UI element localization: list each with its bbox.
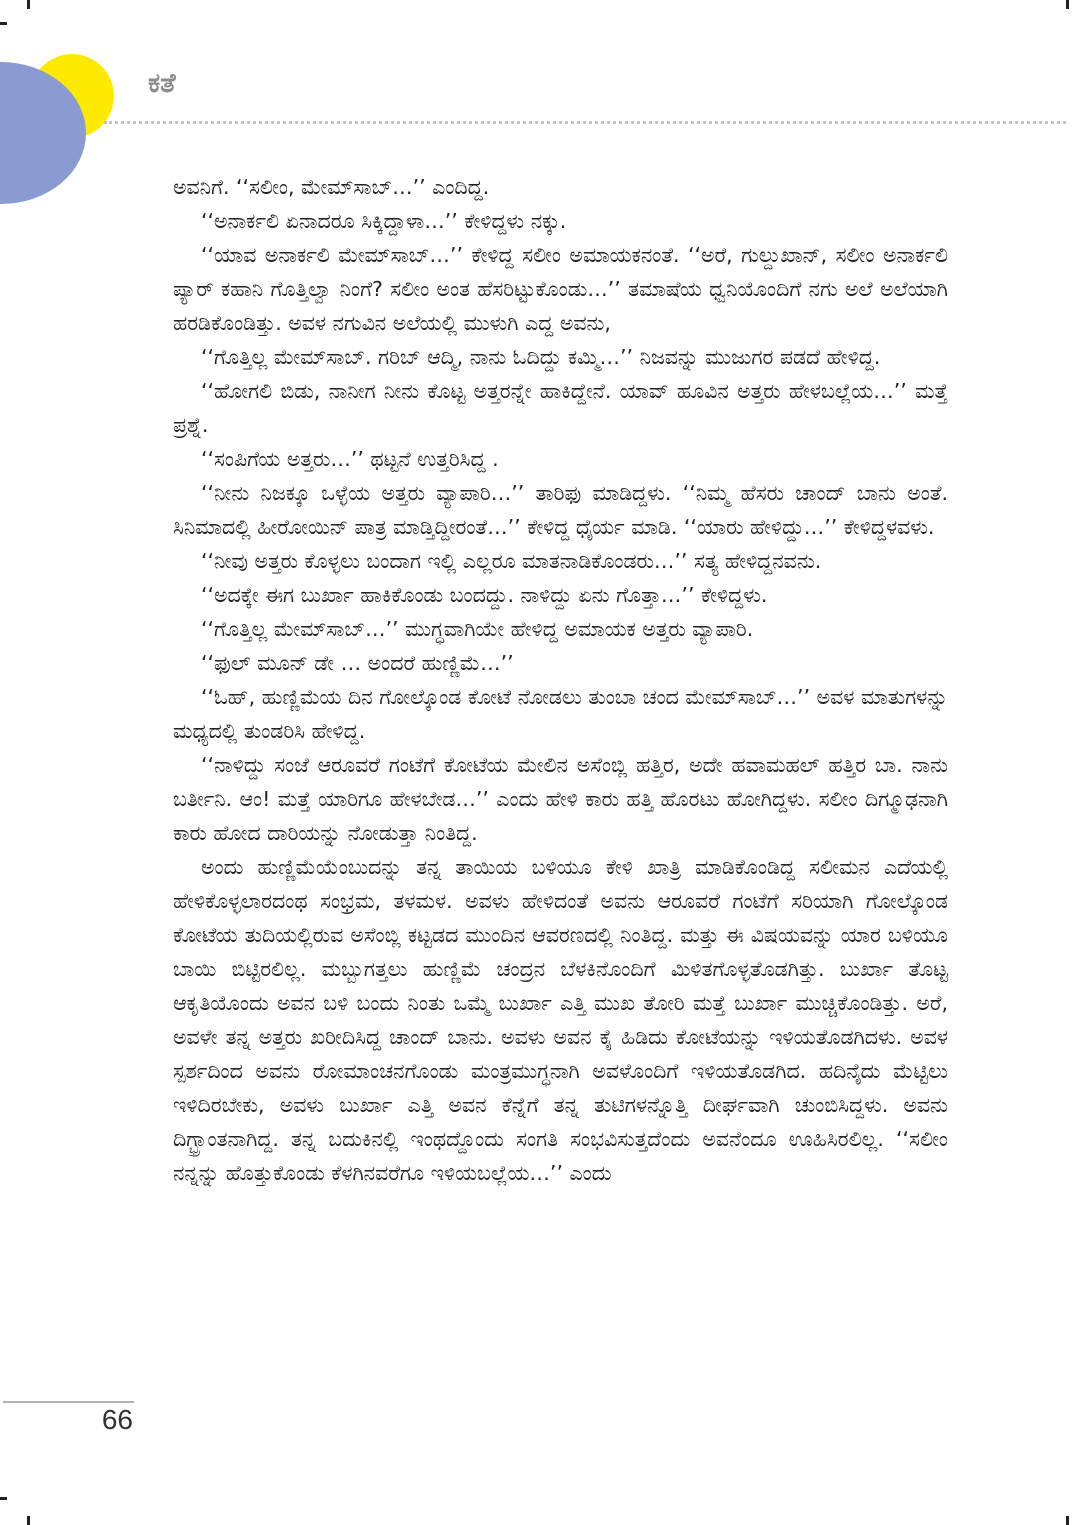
paragraph: ‘‘ಗೊತ್ತಿಲ್ಲ ಮೇಮ್‌ಸಾಬ್…’’ ಮುಗ್ಧವಾಗಿಯೇ ಹೇಳಿದ್ದ ಅಮಾಯಕ ಅತ್ತರು ವ್ಯಾಪಾರಿ. [201,617,754,641]
story-body [173,170,948,1190]
paragraph: ‘‘ಅದಕ್ಕೇ ಈಗ ಬುರ್ಖಾ ಹಾಕಿಕೊಂಡು ಬಂದದ್ದು. ನಾಳಿದ್ದು ಏನು ಗೊತ್ತಾ…’’ ಕೇಳಿದ್ದಳು. [201,583,768,607]
crop-mark-bottom-left-v [27,1516,30,1525]
paragraph: ‘‘ಹೋಗಲಿ ಬಿಡು, ನಾನೀಗ ನೀನು ಕೊಟ್ಟ ಅತ್ತರನ್ನೇ ಹಾಕಿದ್ದೇನೆ. ಯಾವ್ ಹೂವಿನ ಅತ್ತರು ಹೇಳಬಲ್ಲೆಯ…’’ ಮತ್ತೆ ಪ್ರಶ್ನೆ. [173,379,948,437]
crop-mark-bottom-left-h [0,1497,7,1500]
paragraph: ‘‘ಅನಾರ್ಕಲಿ ಏನಾದರೂ ಸಿಕ್ಕಿದ್ದಾಳಾ…’’ ಕೇಳಿದ್ದಳು ನಕ್ಕು. [201,209,567,233]
paragraph: ‘‘ಗೊತ್ತಿಲ್ಲ ಮೇಮ್‌ಸಾಬ್. ಗರಿಬ್ ಆದ್ಮಿ, ನಾನು ಓದಿದ್ದು ಕಮ್ಮಿ…’’ ನಿಜವನ್ನು ಮುಜುಗರ ಪಡದೆ ಹೇಳಿದ್ದ. [201,345,881,369]
page-number: 66 [101,1404,133,1435]
crop-mark-top-right-v [1066,0,1069,9]
paragraph: ‘‘ಯಾವ ಅನಾರ್ಕಲಿ ಮೇಮ್‌ಸಾಬ್…’’ ಕೇಳಿದ್ದ ಸಲೀಂ ಅಮಾಯಕನಂತೆ. ‘‘ಅರೆ, ಗುಲ್ದುಖಾನ್, ಸಲೀಂ ಅನಾರ್ಕಲಿ ಪ್ಯಾರ್ ಕಹಾನಿ ಗೊತ್ತಿಲ್ವಾ ನಿಂಗೆ? ಸಲೀಂ ಅಂತ ಹೆಸರಿಟ್ಟುಕೊಂಡು…’’ ತಮಾಷೆಯ ಧ್ವನಿಯೊಂದಿಗೆ ನಗು ಅಲೆ ಅಲೆಯಾಗಿ ಹರಡಿಕೊಂಡಿತ್ತು. ಅವಳ ನಗುವಿನ ಅಲೆಯಲ್ಲಿ ಮುಳುಗಿ ಎದ್ದ ಅವನು, [173,243,948,335]
paragraph: ‘‘ಓಹ್, ಹುಣ್ಣಿಮೆಯ ದಿನ ಗೋಲ್ಕೊಂಡ ಕೋಟೆ ನೋಡಲು ತುಂಬಾ ಚಂದ ಮೇಮ್‌ಸಾಬ್…’’ ಅವಳ ಮಾತುಗಳನ್ನು ಮಧ್ಯದಲ್ಲಿ ತುಂಡರಿಸಿ ಹೇಳಿದ್ದ. [173,685,948,743]
paragraph: ‘‘ಫುಲ್ ಮೂನ್ ಡೇ … ಅಂದರೆ ಹುಣ್ಣಿಮೆ…’’ [201,651,514,675]
crop-mark-bottom-right-v [1066,1516,1069,1525]
paragraph: ‘‘ನೀನು ನಿಜಕ್ಕೂ ಒಳ್ಳೆಯ ಅತ್ತರು ವ್ಯಾಪಾರಿ…’’ ತಾರಿಫು ಮಾಡಿದ್ದಳು. ‘‘ನಿಮ್ಮ ಹೆಸರು ಚಾಂದ್ ಬಾನು ಅಂತೆ. ಸಿನಿಮಾದಲ್ಲಿ ಹೀರೋಯಿನ್ ಪಾತ್ರ ಮಾಡ್ತಿದ್ದೀರಂತೆ…’’ ಕೇಳಿದ್ದ ಧೈರ್ಯ ಮಾಡಿ. ‘‘ಯಾರು ಹೇಳಿದ್ದು…’’ ಕೇಳಿದ್ದಳವಳು. [173,481,948,539]
paragraph: ಅವನಿಗೆ. ‘‘ಸಲೀಂ, ಮೇಮ್‌ಸಾಬ್…’’ ಎಂದಿದ್ದ. [173,175,490,199]
paragraph: ಅಂದು ಹುಣ್ಣಿಮೆಯೆಂಬುದನ್ನು ತನ್ನ ತಾಯಿಯ ಬಳಿಯೂ ಕೇಳಿ ಖಾತ್ರಿ ಮಾಡಿಕೊಂಡಿದ್ದ ಸಲೀಮನ ಎದೆಯಲ್ಲಿ ಹೇಳಿಕೊಳ್ಳಲಾರದಂಥ ಸಂಭ್ರಮ, ತಳಮಳ. ಅವಳು ಹೇಳಿದಂತೆ ಅವನು ಆರೂವರೆ ಗಂಟೆಗೆ ಸರಿಯಾಗಿ ಗೋಲ್ಕೊಂಡ ಕೋಟೆಯ ತುದಿಯಲ್ಲಿರುವ ಅಸೆಂಬ್ಲಿ ಕಟ್ಟಡದ ಮುಂದಿನ ಆವರಣದಲ್ಲಿ ನಿಂತಿದ್ದ. ಮತ್ತು ಈ ವಿಷಯವನ್ನು ಯಾರ ಬಳಿಯೂ ಬಾಯಿ ಬಿಟ್ಟಿರಲಿಲ್ಲ. ಮಬ್ಬುಗತ್ತಲು ಹುಣ್ಣಿಮೆ ಚಂದ್ರನ ಬೆಳಕಿನೊಂದಿಗೆ ಮಿಳಿತಗೊಳ್ಳತೊಡಗಿತ್ತು. ಬುರ್ಖಾ ತೊಟ್ಟ ಆಕೃತಿಯೊಂದು ಅವನ ಬಳಿ ಬಂದು ನಿಂತು ಒಮ್ಮೆ ಬುರ್ಖಾ ಎತ್ತಿ ಮುಖ ತೋರಿ ಮತ್ತೆ ಬುರ್ಖಾ ಮುಚ್ಚಿಕೊಂಡಿತ್ತು. ಅರೆ, ಅವಳೇ ತನ್ನ ಅತ್ತರು ಖರೀದಿಸಿದ್ದ ಚಾಂದ್ ಬಾನು. ಅವಳು ಅವನ ಕೈ ಹಿಡಿದು ಕೋಟೆಯನ್ನು ಇಳಿಯತೊಡಗಿದಳು. ಅವಳ ಸ್ಪರ್ಶದಿಂದ ಅವನು ರೋಮಾಂಚನಗೊಂಡು ಮಂತ್ರಮುಗ್ಧನಾಗಿ ಅವಳೊಂದಿಗೆ ಇಳಿಯತೊಡಗಿದ. ಹದಿನೈದು ಮೆಟ್ಟಿಲು ಇಳಿದಿರಬೇಕು, ಅವಳು ಬುರ್ಖಾ ಎತ್ತಿ ಅವನ ಕೆನ್ನೆಗೆ ತನ್ನ ತುಟಿಗಳನ್ನೊತ್ತಿ ದೀರ್ಘವಾಗಿ ಚುಂಬಿಸಿದ್ದಳು. ಅವನು ದಿಗ್ಭ್ರಾಂತನಾಗಿದ್ದ. ತನ್ನ ಬದುಕಿನಲ್ಲಿ ಇಂಥದ್ದೊಂದು ಸಂಗತಿ ಸಂಭವಿಸುತ್ತದೆಂದು ಅವನೆಂದೂ ಊಹಿಸಿರಲಿಲ್ಲ. ‘‘ಸಲೀಂ ನನ್ನನ್ನು ಹೊತ್ತುಕೊಂಡು ಕೆಳಗಿನವರೆಗೂ ಇಳಿಯಬಲ್ಲೆಯ…’’ ಎಂದು [173,855,948,1185]
paragraph: ‘‘ನೀವು ಅತ್ತರು ಕೊಳ್ಳಲು ಬಂದಾಗ ಇಲ್ಲಿ ಎಲ್ಲರೂ ಮಾತನಾಡಿಕೊಂಡರು…’’ ಸತ್ಯ ಹೇಳಿದ್ದನವನು. [201,549,822,573]
paragraph: ‘‘ನಾಳಿದ್ದು ಸಂಜೆ ಆರೂವರೆ ಗಂಟೆಗೆ ಕೋಟೆಯ ಮೇಲಿನ ಅಸೆಂಬ್ಲಿ ಹತ್ತಿರ, ಅದೇ ಹವಾಮಹಲ್ ಹತ್ತಿರ ಬಾ. ನಾನು ಬರ್ತೀನಿ. ಆಂ! ಮತ್ತೆ ಯಾರಿಗೂ ಹೇಳಬೇಡ…’’ ಎಂದು ಹೇಳಿ ಕಾರು ಹತ್ತಿ ಹೊರಟು ಹೋಗಿದ್ದಳು. ಸಲೀಂ ದಿಗ್ಮೂಢನಾಗಿ ಕಾರು ಹೋದ ದಾರಿಯನ್ನು ನೋಡುತ್ತಾ ನಿಂತಿದ್ದ. [173,753,948,845]
section-title: ಕತೆ [148,68,176,99]
header-dotted-divider [104,121,1066,124]
paragraph: ‘‘ಸಂಪಿಗೆಯ ಅತ್ತರು…’’ ಥಟ್ಟನೆ ಉತ್ತರಿಸಿದ್ದ . [201,447,499,471]
crop-mark-top-left-v [27,0,30,9]
crop-mark-top-left-h [0,22,7,25]
footer-rule [3,1401,134,1403]
